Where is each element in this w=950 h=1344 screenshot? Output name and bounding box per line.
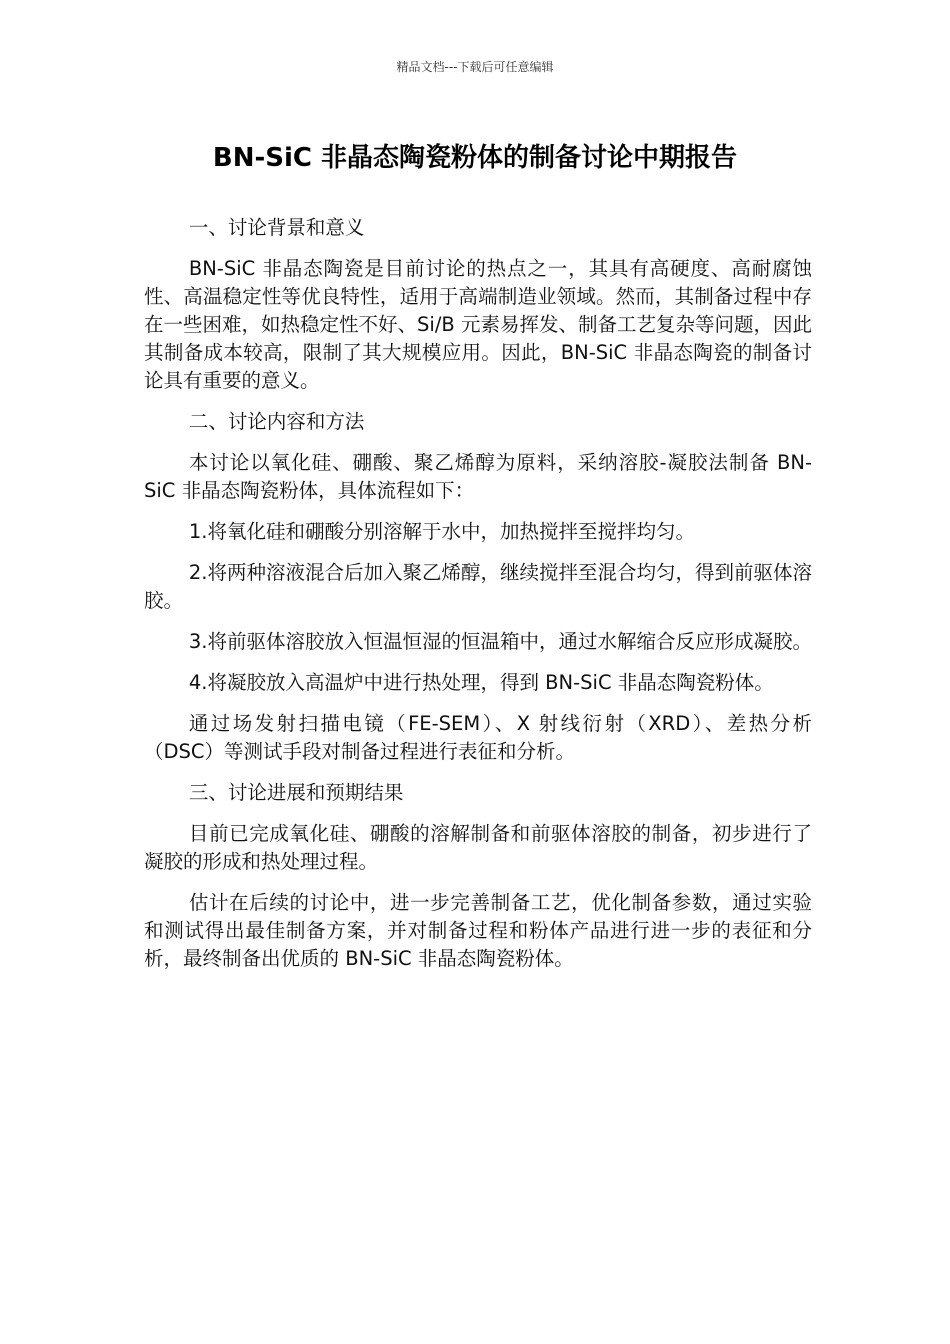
- section-heading-progress: 三、讨论进展和预期结果: [188, 781, 404, 804]
- document-body: [144, 214, 812, 986]
- document-title: BN-SiC 非晶态陶瓷粉体的制备讨论中期报告: [212, 143, 738, 173]
- paragraph-methods-intro: 本讨论以氧化硅、硼酸、聚乙烯醇为原料，采纳溶胶-凝胶法制备 BN-SiC 非晶态陶瓷粉体，具体流程如下：: [144, 451, 812, 502]
- paragraph-step-4: 4.将凝胶放入高温炉中进行热处理，得到 BN-SiC 非晶态陶瓷粉体。: [188, 671, 774, 694]
- paragraph-background: BN-SiC 非晶态陶瓷是目前讨论的热点之一，其具有高硬度、高耐腐蚀性、高温稳定性等优良特性，适用于高端制造业领域。然而，其制备过程中存在一些困难，如热稳定性不好、Si/B 元素易挥发、制备工艺复杂等问题，因此其制备成本较高，限制了其大规模应用。因此，BN-SiC 非晶态陶瓷的制备讨论具有重要的意义。: [144, 257, 812, 392]
- header-note: 精品文档---下载后可任意编辑: [396, 60, 554, 74]
- section-heading-methods: 二、讨论内容和方法: [188, 410, 365, 433]
- paragraph-step-3: 3.将前驱体溶胶放入恒温恒湿的恒温箱中，通过水解缩合反应形成凝胶。: [188, 630, 812, 653]
- paragraph-characterization: 通过场发射扫描电镜（FE-SEM）、X 射线衍射（XRD）、差热分析（DSC）等测试手段对制备过程进行表征和分析。: [144, 712, 812, 763]
- paragraph-progress: 目前已完成氧化硅、硼酸的溶解制备和前驱体溶胶的制备，初步进行了凝胶的形成和热处理过程。: [144, 822, 812, 873]
- paragraph-expected-results: 估计在后续的讨论中，进一步完善制备工艺，优化制备参数，通过实验和测试得出最佳制备方案，并对制备过程和粉体产品进行进一步的表征和分析，最终制备出优质的 BN-SiC 非晶态陶瓷粉体。: [144, 891, 812, 970]
- paragraph-step-1: 1.将氧化硅和硼酸分别溶解于水中，加热搅拌至搅拌均匀。: [188, 520, 695, 543]
- paragraph-step-2: 2.将两种溶液混合后加入聚乙烯醇，继续搅拌至混合均匀，得到前驱体溶胶。: [144, 561, 812, 612]
- section-heading-background: 一、讨论背景和意义: [188, 216, 365, 239]
